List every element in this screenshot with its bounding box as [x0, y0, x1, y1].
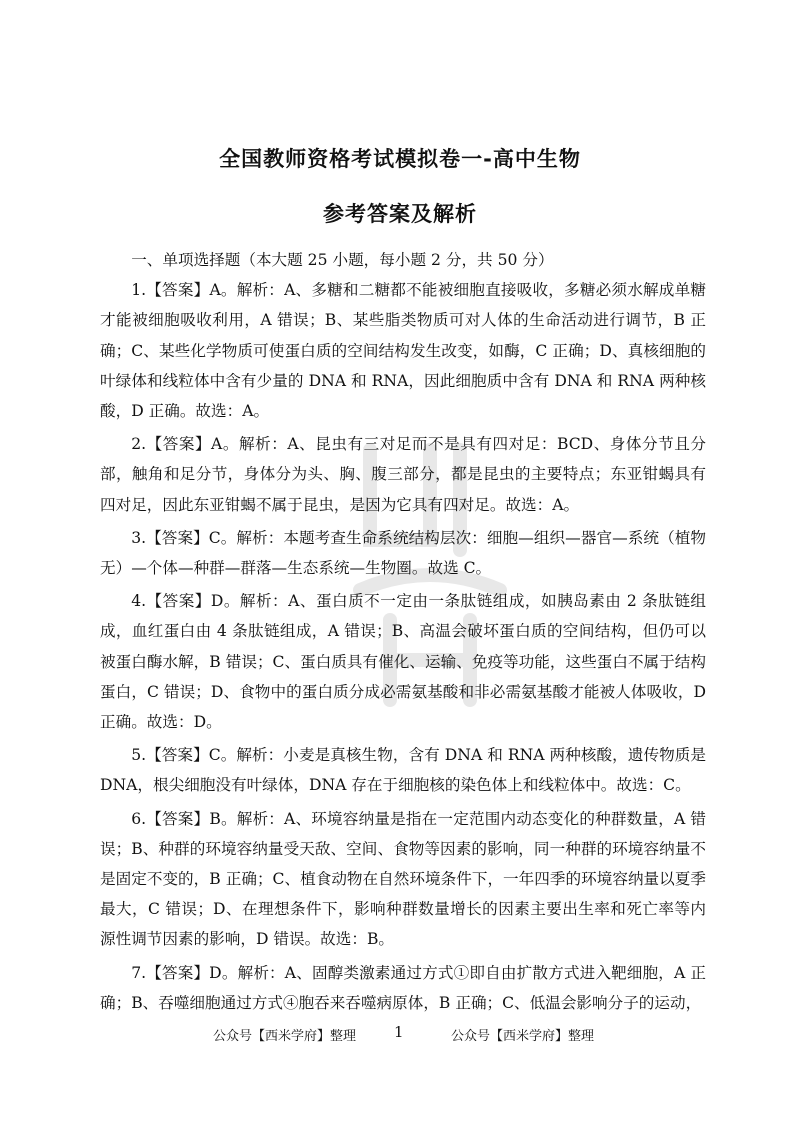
answer-item-2: 2.【答案】A。解析：A、昆虫有三对足而不是具有四对足：BCD、身体分节且分部，触角和足分节，身体分为头、胸、腹三部分，都是昆虫的主要特点；东亚钳蝎具有四对足，因此东亚钳蝎不属于昆虫，是因为它具有四对足。故选：A。 — [100, 435, 706, 514]
answer-item-1: 1.【答案】A。解析：A、多糖和二糖都不能被细胞直接吸收，多糖必须水解成单糖才能被细胞吸收利用，A 错误；B、某些脂类物质可对人体的生命活动进行调节，B 正确；C、某些化学物质可使蛋白质的空间结构发生改变，如酶，C 正确；D、真核细胞的叶绿体和线粒体中含有少量的 DNA 和 RNA，因此细胞质中含有 DNA 和 RNA 两种核酸，D 正确。故选：A。 — [100, 281, 706, 421]
page-number: 1 — [394, 1023, 404, 1041]
answer-item-3: 3.【答案】C。解析：本题考查生命系统结构层次：细胞—组织—器官—系统（植物无）—个体—种群—群落—生态系统—生物圈。故选 C。 — [100, 528, 706, 578]
page-footer — [0, 1022, 800, 1046]
section-heading: 一、单项选择题（本大题 25 小题，每小题 2 分，共 50 分） — [131, 251, 554, 269]
document-title: 全国教师资格考试模拟卷一-高中生物 — [219, 147, 581, 171]
answer-item-6: 6.【答案】B。解析：A、环境容纳量是指在一定范围内动态变化的种群数量，A 错误；B、种群的环境容纳量受天敌、空间、食物等因素的影响，同一种群的环境容纳量不是固定不变的，B 正确；C、植食动物在自然环境条件下，一年四季的环境容纳量以夏季最大，C 错误；D、在理想条件下，影响种群数量增长的因素主要出生率和死亡率等内源性调节因素的影响，D 错误。故选：B。 — [100, 809, 706, 949]
answer-body — [100, 245, 706, 1021]
answer-item-5: 5.【答案】C。解析：小麦是真核生物，含有 DNA 和 RNA 两种核酸，遗传物质是 DNA，根尖细胞没有叶绿体，DNA 存在于细胞核的染色体上和线粒体中。故选：C。 — [100, 746, 706, 795]
answer-item-7: 7.【答案】D。解析：A、固醇类激素通过方式①即自由扩散方式进入靶细胞，A 正确；B、吞噬细胞通过方式④胞吞来吞噬病原体，B 正确；C、低温会影响分子的运动， — [100, 963, 706, 1012]
answer-item-4: 4.【答案】D。解析：A、蛋白质不一定由一条肽链组成，如胰岛素由 2 条肽链组成，血红蛋白由 4 条肽链组成，A 错误；B、高温会破坏蛋白质的空间结构，但仍可以被蛋白酶水解，B 错误；C、蛋白质具有催化、运输、免疫等功能，这些蛋白不属于结构蛋白，C 错误；D、食物中的蛋白质分成必需氨基酸和非必需氨基酸才能被人体吸收，D 正确。故选：D。 — [100, 592, 706, 732]
footer-source-right: 公众号【西米学府】整理 — [451, 1029, 595, 1044]
document-subtitle: 参考答案及解析 — [323, 202, 477, 226]
footer-source-left: 公众号【西米学府】整理 — [213, 1029, 357, 1044]
